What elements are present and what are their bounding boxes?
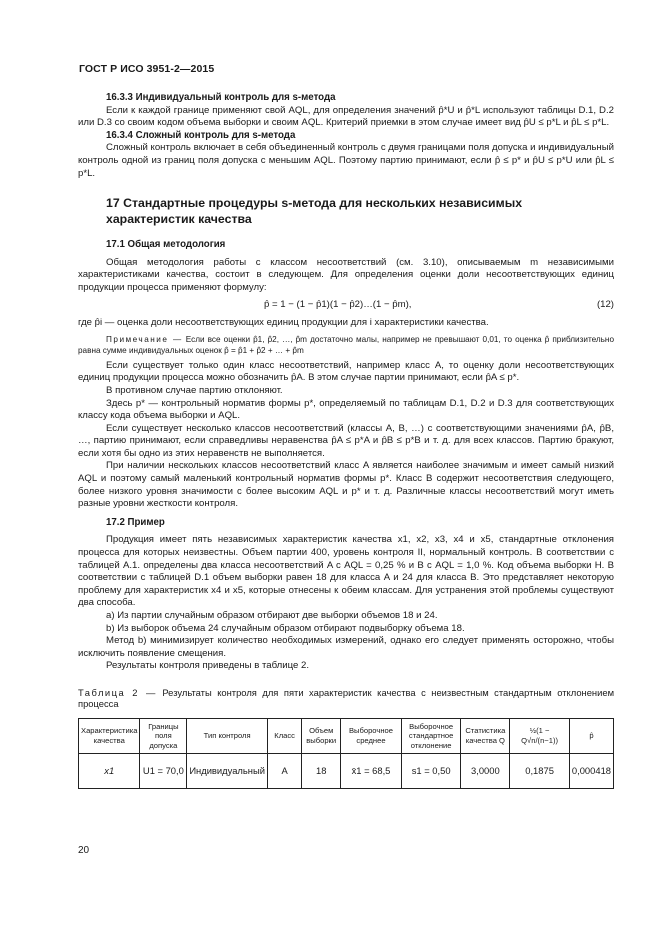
table-cell: s1 = 0,50 — [401, 753, 461, 788]
section-16-3-3-text: Если к каждой границе применяют свой AQL, для определения значений p̂*U и p̂*L используют таблицы D.1, D.2 или D.3 со своим кодом объема выборки и своим AQL. Критерий приемки в этом случае имеет вид p̂U ≤ p*L и p̂L ≤ p*L. — [78, 104, 614, 129]
table-cell: 0,000418 — [569, 753, 613, 788]
table-cell: A — [267, 753, 301, 788]
section-17-2-p2: Метод b) минимизирует количество необходимых измерений, однако его следует применять осторожно, чтобы исключить появление смещения. — [78, 635, 614, 659]
table-cell: Индивидуальный — [187, 753, 268, 788]
method-b: b) Из выборок объема 24 случайным образом отбирают подвыборку объема 18. — [106, 622, 465, 634]
table-row — [79, 753, 614, 788]
table-header-cell: Выборочное стандартное отклонение — [401, 718, 461, 753]
section-17-1-p6: При наличии нескольких классов несоответствий класс A является наиболее значимым и имеет самый низкий AQL и поэтому самый маленький контрольный норматив формы p*. Класс B содержит несоответствия следующего, более низкого уровня значимости с более высоким AQL и p* и т. д. Различные классы несоответствий могут иметь разные уровни жесткости контроля. — [78, 460, 614, 510]
section-17-2-title: 17.2 Пример — [106, 516, 165, 528]
document-body — [78, 92, 614, 789]
table-header-row — [79, 718, 614, 753]
table-caption — [78, 687, 614, 710]
table-caption-text: Результаты контроля для пяти характеристик качества с неизвестным стандартным отклонением процесса — [78, 686, 615, 710]
method-a: a) Из партии случайным образом отбирают две выборки объемов 18 и 24. — [106, 610, 438, 621]
section-17-2-p3: Результаты контроля приведены в таблице 2. — [106, 660, 310, 672]
section-17-1-title: 17.1 Общая методология — [106, 239, 226, 251]
note-text: Если все оценки p̂1, p̂2, …, p̂m достаточно малы, например не превышают 0,01, то оценка p̂ приблизительно равна сумме индивидуальных оценок p̂ = p̂1 + p̂2 + … + p̂m — [78, 334, 614, 355]
section-17-1-p2: Если существует только один класс несоответствий, например класс A, то оценку доли несоответствующих единиц продукции процесса можно обозначить p̂A. В этом случае партии принимают, если p̂A ≤ p*. — [78, 359, 614, 384]
table-header-cell: Тип контроля — [187, 718, 268, 753]
formula-where: где p̂i — оценка доли несоответствующих единиц продукции для i характеристики качества. — [78, 317, 489, 329]
table-header-cell: Объем выборки — [302, 718, 341, 753]
section-16-3-4-text: Сложный контроль включает в себя объединенный контроль с двумя границами поля допуска и индивидуальный контроль одной из границ поля допуска с меньшим AQL. Поэтому партию принимают, если p̂ ≤ p* и p̂U ≤ p*U или p̂L ≤ p*L. — [78, 142, 614, 179]
table-cell: 18 — [302, 753, 341, 788]
formula: p̂ = 1 − (1 − p̂1)(1 − p̂2)…(1 − p̂m), — [264, 298, 412, 310]
section-17-1-p4: Здесь p* — контрольный норматив формы p*, определяемый по таблицам D.1, D.2 и D.3 для соответствующих классу кода объема выборки и AQL. — [78, 397, 614, 422]
table-cell: 0,1875 — [510, 753, 570, 788]
section-17-1-p3: В противном случае партию отклоняют. — [106, 384, 283, 396]
table-header-cell: p̂ — [569, 718, 613, 753]
section-17-title: 17 Стандартные процедуры s-метода для нескольких независимых характеристик качества — [106, 196, 523, 226]
table-header-cell: ½(1 − Q√n/(n−1)) — [510, 718, 570, 753]
section-17-1-p5: Если существует несколько классов несоответствий (классы A, B, …) с соответствующими значениями p̂A, p̂B, …, партию принимают, если справедливы неравенства p̂A ≤ p*A и p̂B ≤ p*B и т. д. для всех классов. Партию бракуют, если хотя бы одно из этих неравенств не выполняется. — [78, 422, 614, 459]
section-17-2-p1: Продукция имеет пять независимых характеристик качества x1, x2, x3, x4 и x5, стандартные отклонения процесса для которых неизвестны. Объем партии 400, уровень контроля II, нормальный контроль. В соответствии с таблицей A.1. определены два класса несоответствий A с AQL = 0,25 % и B с AQL = 1,0 %. Код объема выборки H. В соответствии с таблицей D.1 объем выборки равен 18 для класса A и 24 для класса B. Это представляет некоторую проблему для характеристик x4 и x5, которые отнесены к обеим классам. Для устранения этой проблемы существуют два способа. — [78, 534, 614, 609]
formula-12 — [78, 299, 614, 312]
page-header: ГОСТ Р ИСО 3951-2—2015 — [79, 63, 215, 75]
table-header-cell: Класс — [267, 718, 301, 753]
formula-number: (12) — [596, 298, 614, 310]
table-cell: x̄1 = 68,5 — [341, 753, 402, 788]
section-16-3-4-title: 16.3.4 Сложный контроль для s-метода — [106, 129, 296, 141]
note — [78, 334, 614, 356]
table-cell: x1 — [79, 753, 140, 788]
table-header-cell: Статистика качества Q — [461, 718, 510, 753]
section-16-3-3-title: 16.3.3 Индивидуальный контроль для s-метода — [106, 92, 336, 103]
table-cell: U1 = 70,0 — [140, 753, 187, 788]
page-number: 20 — [78, 845, 90, 856]
section-17-1-intro: Общая методология работы с классом несоответствий (см. 3.10), описываемым m независимыми характеристиками качества, состоит в следующем. Для определения оценки доли несоответствующих единиц продукции процесса применяют формулу: — [78, 256, 614, 293]
results-table — [78, 718, 614, 789]
table-header-cell: Характеристика качества — [79, 718, 140, 753]
table-caption-label: Таблица 2 — — [78, 686, 157, 698]
table-header-cell: Выборочное среднее — [341, 718, 402, 753]
table-header-cell: Границы поля допуска — [140, 718, 187, 753]
table-cell: 3,0000 — [461, 753, 510, 788]
note-label: Примечание — — [106, 334, 183, 344]
